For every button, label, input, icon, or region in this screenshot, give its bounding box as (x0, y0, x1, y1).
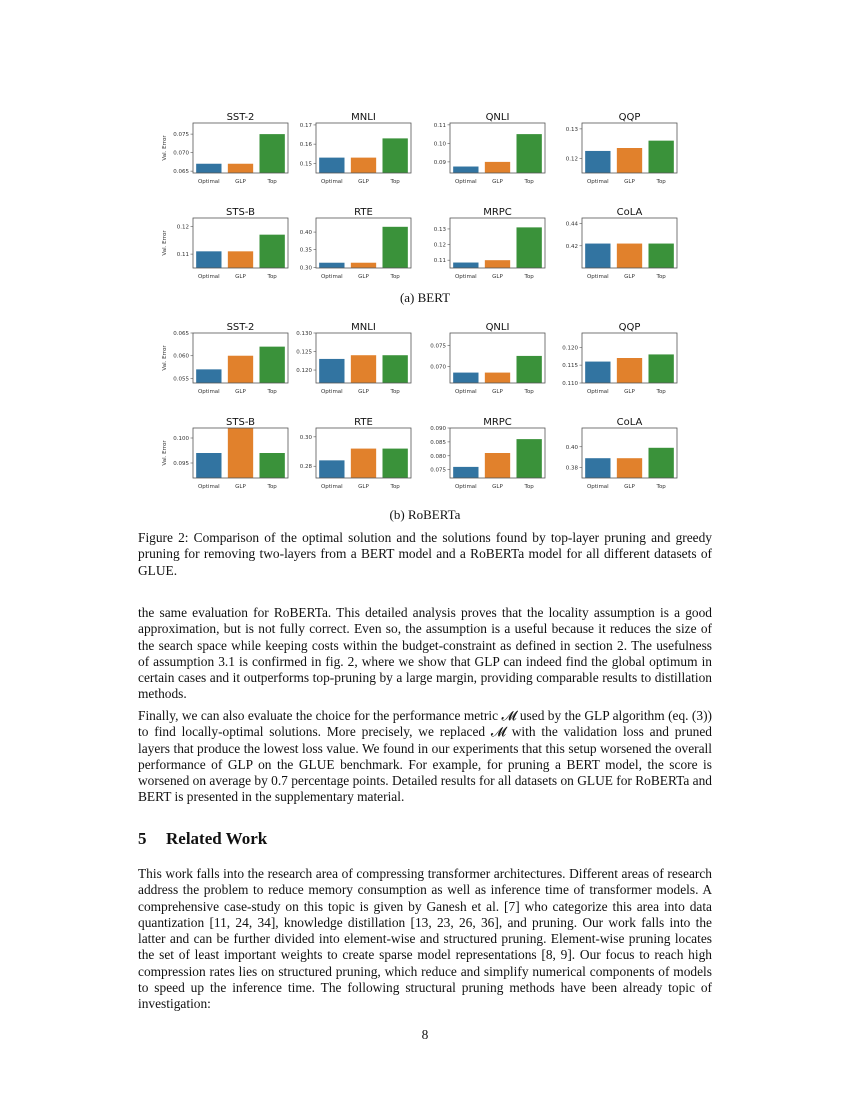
chart-title: QNLI (485, 322, 510, 333)
x-tick-label: Optimal (197, 179, 220, 185)
chart-title: SST-2 (226, 322, 255, 333)
y-tick-label: 0.28 (299, 464, 312, 471)
x-tick-label: GLP (624, 274, 635, 280)
bar-glp (485, 453, 510, 478)
bar-top (517, 439, 542, 478)
x-tick-label: GLP (492, 274, 503, 280)
y-tick-label: 0.070 (173, 150, 189, 157)
bar-glp (485, 162, 510, 173)
x-tick-label: Top (656, 484, 666, 490)
x-tick-label: GLP (624, 179, 635, 185)
bar-top (260, 453, 285, 478)
y-tick-label: 0.125 (296, 349, 312, 356)
bar-glp (617, 458, 642, 478)
chart-title: QNLI (485, 112, 510, 123)
y-axis-label: Val. Error (162, 230, 168, 256)
x-tick-label: Optimal (320, 389, 343, 395)
y-tick-label: 0.35 (299, 247, 312, 254)
bar-top (260, 235, 285, 268)
x-tick-label: Optimal (586, 389, 609, 395)
bar-glp (351, 449, 376, 478)
bar-optimal (585, 362, 610, 383)
y-tick-label: 0.120 (296, 368, 312, 375)
bar-top (383, 449, 408, 478)
y-tick-label: 0.16 (299, 142, 312, 149)
x-tick-label: Optimal (197, 274, 220, 280)
section-number: 5 (138, 829, 147, 848)
bar-glp (351, 158, 376, 173)
x-tick-label: Top (524, 274, 534, 280)
bar-glp (617, 148, 642, 173)
bar-optimal (453, 167, 478, 173)
y-tick-label: 0.060 (173, 353, 189, 360)
bar-optimal (585, 151, 610, 173)
bar-optimal (453, 263, 478, 268)
bar-glp (617, 358, 642, 383)
x-tick-label: GLP (358, 274, 369, 280)
y-tick-label: 0.075 (430, 467, 446, 474)
x-tick-label: Top (524, 484, 534, 490)
x-tick-label: Top (656, 274, 666, 280)
bar-top (649, 354, 674, 383)
y-tick-label: 0.17 (299, 122, 312, 129)
subcaption-roberta: (b) RoBERTa (389, 507, 461, 522)
chart-title: RTE (354, 207, 373, 218)
y-tick-label: 0.30 (299, 265, 312, 272)
bar-optimal (196, 251, 221, 268)
y-tick-label: 0.44 (565, 221, 578, 228)
bar-glp (228, 356, 253, 383)
x-tick-label: Optimal (320, 179, 343, 185)
x-tick-label: GLP (358, 484, 369, 490)
y-tick-label: 0.30 (299, 434, 312, 441)
chart-title: CoLA (616, 207, 643, 218)
x-tick-label: Optimal (197, 389, 220, 395)
bar-top (649, 244, 674, 268)
body-paragraph-1: the same evaluation for RoBERTa. This detailed analysis proves that the locality assumption is a good approximation, but is not fully correct. Even so, the assumption is a useful because it reduces the size of the search space while keeping costs within the budget-constraint as defined in section 2. The usefulness of assumption 3.1 is confirmed in fig. 2, where we show that GLP can indeed find the global optimum in certain cases and it outperforms top-pruning by a large margin, providing comparable results to distillation methods. (138, 605, 712, 702)
y-tick-label: 0.115 (562, 363, 578, 370)
x-tick-label: Top (390, 274, 400, 280)
bar-glp (617, 244, 642, 268)
y-tick-label: 0.070 (430, 364, 446, 371)
y-tick-label: 0.42 (565, 243, 578, 250)
x-tick-label: GLP (624, 389, 635, 395)
section-title: Related Work (166, 829, 268, 848)
x-tick-label: Top (524, 389, 534, 395)
y-tick-label: 0.075 (173, 132, 189, 139)
y-tick-label: 0.120 (562, 345, 578, 352)
bar-optimal (453, 467, 478, 478)
y-tick-label: 0.10 (433, 141, 446, 148)
y-tick-label: 0.09 (433, 159, 446, 166)
chart-title: STS-B (226, 207, 255, 218)
chart-title: SST-2 (226, 112, 255, 123)
x-tick-label: Optimal (197, 484, 220, 490)
bar-top (517, 134, 542, 173)
x-tick-label: GLP (492, 389, 503, 395)
x-tick-label: GLP (492, 179, 503, 185)
chart-title: QQP (618, 322, 641, 333)
x-tick-label: Optimal (454, 484, 477, 490)
x-tick-label: Top (390, 389, 400, 395)
y-tick-label: 0.11 (433, 258, 446, 265)
x-tick-label: Optimal (454, 179, 477, 185)
bar-top (260, 347, 285, 383)
bar-top (517, 227, 542, 268)
bar-optimal (196, 164, 221, 173)
x-tick-label: Optimal (586, 484, 609, 490)
bar-optimal (196, 369, 221, 383)
y-tick-label: 0.110 (562, 381, 578, 387)
y-tick-label: 0.11 (433, 122, 446, 129)
figure-caption: Figure 2: Comparison of the optimal solution and the solutions found by top-layer pruning and greedy pruning for removing two-layers from a BERT model and a RoBERTa model for all different datasets of GLUE. (138, 530, 712, 578)
bar-glp (485, 373, 510, 383)
y-tick-label: 0.11 (176, 252, 189, 259)
x-tick-label: GLP (235, 274, 246, 280)
bar-glp (228, 164, 253, 173)
y-tick-label: 0.40 (299, 230, 312, 237)
bar-top (383, 355, 408, 383)
y-axis-label: Val. Error (162, 345, 168, 371)
y-axis-label: Val. Error (162, 135, 168, 161)
chart-title: MRPC (483, 207, 512, 218)
bar-optimal (196, 453, 221, 478)
x-tick-label: Top (267, 274, 277, 280)
bar-optimal (319, 263, 344, 268)
x-tick-label: GLP (235, 179, 246, 185)
bar-optimal (453, 373, 478, 383)
x-tick-label: GLP (235, 484, 246, 490)
y-tick-label: 0.065 (173, 331, 189, 337)
x-tick-label: Top (390, 179, 400, 185)
x-tick-label: Top (656, 179, 666, 185)
x-tick-label: Top (390, 484, 400, 490)
x-tick-label: GLP (235, 389, 246, 395)
chart-title: QQP (618, 112, 641, 123)
y-tick-label: 0.12 (176, 224, 189, 231)
y-tick-label: 0.12 (433, 242, 446, 249)
bar-top (383, 138, 408, 173)
section-heading (138, 829, 267, 849)
bar-optimal (585, 244, 610, 268)
x-tick-label: GLP (358, 179, 369, 185)
bar-optimal (319, 158, 344, 173)
bar-top (383, 227, 408, 268)
x-tick-label: Top (267, 389, 277, 395)
x-tick-label: Optimal (454, 389, 477, 395)
x-tick-label: Optimal (454, 274, 477, 280)
y-tick-label: 0.100 (173, 436, 189, 442)
body-paragraph-3: This work falls into the research area of compressing transformer architectures. Different areas of research address the problem to reduce memory consumption as well as inference time of transformer models. A comprehensive case-study on this topic is given by Ganesh et al. [7] who categorize this area into data quantization [11, 24, 34], knowledge distillation [13, 23, 26, 36], and pruning. Our work falls into the latter and can be further divided into element-wise and structured pruning. Element-wise pruning locates the set of least important weights to create sparse model representations [8, 9]. Our focus to reach high compression rates lies on structured pruning, which reduce and simplify numerical components of models to speed up the inference time. The following structural pruning methods have been already topic of investigation: (138, 866, 712, 1012)
subcaption-bert: (a) BERT (399, 290, 451, 305)
y-tick-label: 0.130 (296, 331, 312, 337)
y-tick-label: 0.15 (299, 161, 312, 168)
bar-glp (228, 428, 253, 478)
y-tick-label: 0.090 (430, 426, 446, 432)
bar-glp (351, 355, 376, 383)
x-tick-label: GLP (624, 484, 635, 490)
x-tick-label: GLP (358, 389, 369, 395)
x-tick-label: Optimal (320, 274, 343, 280)
bar-top (649, 448, 674, 478)
chart-title: MRPC (483, 417, 512, 428)
bar-top (649, 141, 674, 173)
y-tick-label: 0.075 (430, 343, 446, 350)
y-tick-label: 0.095 (173, 461, 189, 467)
y-tick-label: 0.12 (565, 156, 578, 163)
body-paragraph-2: Finally, we can also evaluate the choice for the performance metric 𝓜 used by the GLP algorithm (eq. (3)) to find locally-optimal solutions. More precisely, we replaced 𝓜 with the validation loss and pruned layers that produce the lowest loss value. We found in our experiments that this setup worsened the overall performance of GLP on the GLUE benchmark. For example, for pruning a BERT model, the score is worsened on average by 0.7 percentage points. Detailed results for all datasets on GLUE for RoBERTa and BERT is presented in the supplementary material. (138, 708, 712, 805)
y-tick-label: 0.38 (565, 465, 578, 472)
x-tick-label: Top (656, 389, 666, 395)
x-tick-label: Optimal (320, 484, 343, 490)
x-tick-label: Optimal (586, 179, 609, 185)
y-tick-label: 0.080 (430, 453, 446, 460)
chart-title: MNLI (351, 112, 376, 123)
x-tick-label: Top (267, 484, 277, 490)
bar-glp (351, 263, 376, 268)
y-tick-label: 0.13 (433, 226, 446, 233)
chart-title: RTE (354, 417, 373, 428)
bar-glp (485, 260, 510, 268)
bar-top (260, 134, 285, 173)
y-tick-label: 0.055 (173, 376, 189, 383)
chart-title: MNLI (351, 322, 376, 333)
chart-title: STS-B (226, 417, 255, 428)
y-axis-label: Val. Error (162, 440, 168, 466)
bar-optimal (319, 359, 344, 383)
y-tick-label: 0.085 (430, 439, 446, 446)
y-tick-label: 0.40 (565, 444, 578, 451)
bar-optimal (585, 458, 610, 478)
x-tick-label: Top (267, 179, 277, 185)
y-tick-label: 0.065 (173, 169, 189, 176)
bar-top (517, 356, 542, 383)
x-tick-label: GLP (492, 484, 503, 490)
bar-glp (228, 251, 253, 268)
y-tick-label: 0.13 (565, 126, 578, 133)
x-tick-label: Optimal (586, 274, 609, 280)
x-tick-label: Top (524, 179, 534, 185)
chart-title: CoLA (616, 417, 643, 428)
bar-optimal (319, 460, 344, 478)
page-number: 8 (421, 1027, 429, 1042)
